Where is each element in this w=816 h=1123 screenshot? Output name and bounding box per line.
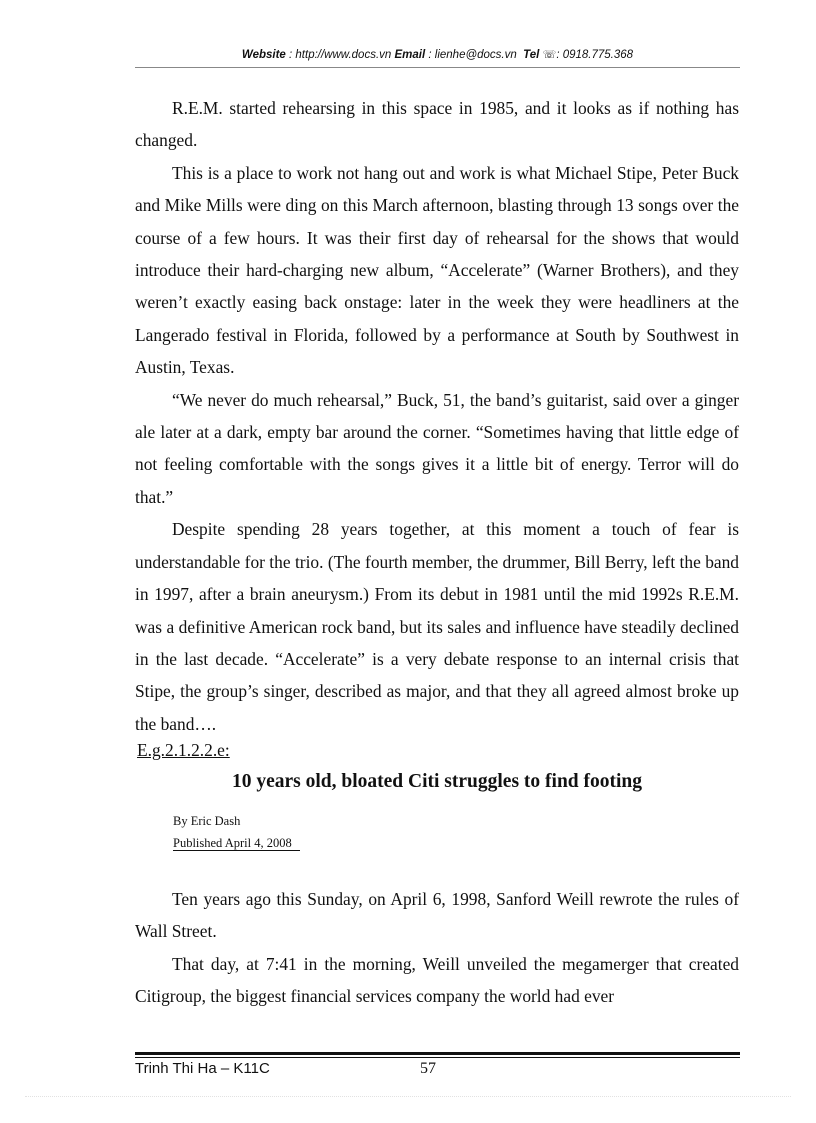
- published-date: Published April 4, 2008: [173, 836, 300, 851]
- paragraph: This is a place to work not hang out and work is what Michael Stipe, Peter Buck and Mike Mills were ding on this March afternoon, blasting through 13 songs over the course of a few hours. It was their first day of rehearsal for the shows that would introduce their hard-charging new album, “Accelerate” (Warner Brothers), and they weren’t exactly easing back onstage: later in the week they were headliners at the Langerado festival in Florida, followed by a performance at South by Southwest in Austin, Texas.: [135, 162, 739, 378]
- email-separator: :: [425, 49, 435, 61]
- footer-rule: [135, 1052, 740, 1055]
- example-label: E.g.2.1.2.2.e:: [137, 740, 230, 760]
- page-number: 57: [420, 1060, 436, 1077]
- email-address[interactable]: lienhe@docs.vn: [434, 49, 517, 61]
- footer-rule-thin: [135, 1057, 740, 1058]
- email-label: Email: [394, 49, 426, 61]
- tel-label: Tel: [523, 49, 540, 61]
- footer-author: Trinh Thi Ha – K11C: [135, 1060, 270, 1077]
- website-url[interactable]: http://www.docs.vn: [295, 49, 392, 61]
- article-body-citi: [135, 883, 739, 1013]
- tel-number: : 0918.775.368: [556, 49, 634, 61]
- article-byline-block: [173, 810, 300, 854]
- phone-icon: ☏: [542, 49, 557, 61]
- article-body-rem: [135, 92, 739, 740]
- paragraph: That day, at 7:41 in the morning, Weill unveiled the megamerger that created Citigroup, the biggest financial services company the world had ever: [135, 953, 739, 1007]
- article-title: 10 years old, bloated Citi struggles to find footing: [231, 771, 643, 792]
- paragraph: R.E.M. started rehearsing in this space in 1985, and it looks as if nothing has changed.: [135, 98, 739, 151]
- page-header: [135, 48, 740, 68]
- paragraph: “We never do much rehearsal,” Buck, 51, the band’s guitarist, said over a ginger ale later at a dark, empty bar around the corner. “Sometimes having that little edge of not feeling comfortable with the songs gives it a little bit of energy. Terror will do that.”: [135, 389, 739, 507]
- page-edge-divider: [25, 1096, 791, 1097]
- byline: By Eric Dash: [173, 814, 241, 828]
- paragraph: Despite spending 28 years together, at this moment a touch of fear is understandable for the trio. (The fourth member, the drummer, Bill Berry, left the band in 1997, after a brain aneurysm.) From its debut in 1981 until the mid 1992s R.E.M. was a definitive American rock band, but its sales and influence have steadily declined in the last decade. “Accelerate” is a very debate response to an internal crisis that Stipe, the group’s singer, described as major, and that they all agreed almost broke up the band….: [135, 519, 739, 734]
- website-label: Website: [241, 49, 286, 61]
- website-separator: :: [285, 49, 296, 61]
- paragraph: Ten years ago this Sunday, on April 6, 1998, Sanford Weill rewrote the rules of Wall Street.: [135, 889, 739, 942]
